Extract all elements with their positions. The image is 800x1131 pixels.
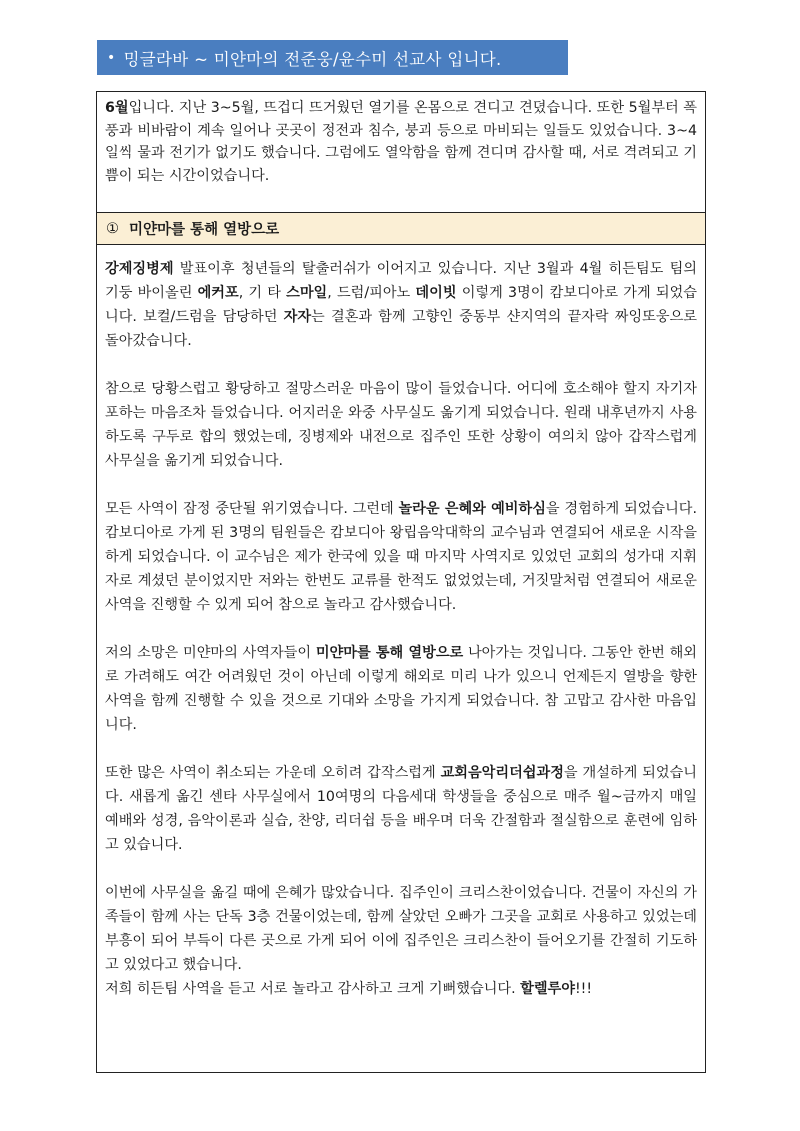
paragraph-4 xyxy=(105,641,697,737)
paragraph-6 xyxy=(105,881,697,1001)
section-title: 미얀마를 통해 열방으로 xyxy=(129,222,280,238)
body-text: 참으로 당황스럽고 황당하고 절망스러운 마음이 많이 들었습니다. 어디에 호소해야 할지 자기자포하는 마음조차 들었습니다. 어지러운 와중 사무실도 옮기게 되었습니다. 원래 내후년까지 사용하도록 구두로 합의 했었는데, 징병제와 내전으로 집주인 또한 상황이 여의치 않아 갑작스럽게 사무실을 옮기게 되었습니다. xyxy=(105,381,697,469)
bold-text: 할렐루야 xyxy=(520,981,575,997)
body-text: 모든 사역이 잠정 중단될 위기였습니다. 그런데 xyxy=(105,501,399,517)
paragraph-2 xyxy=(105,377,697,473)
body-text: 또한 많은 사역이 취소되는 가운데 오히려 갑작스럽게 xyxy=(105,765,441,781)
body-text: , 드럼/피아노 xyxy=(327,285,416,301)
body-text: 나아가는 것입니다. 그동안 한번 해외로 가려해도 여간 어려웠던 것이 아닌데 이렇게 해외로 미리 나가 있으니 언제든지 열방을 향한 사역을 함께 진행할 수 있을 것으로 기대와 소망을 가지게 되었습니다. 참 고맙고 감사한 마음입니다. xyxy=(105,645,697,733)
letter-body xyxy=(97,257,705,1001)
bold-text: 자자 xyxy=(283,309,312,325)
body-text: 이렇게 3명이 캄보디아로 가게 되었습니다. 보컬/드럼을 담당하던 xyxy=(105,285,697,325)
paragraph-5 xyxy=(105,761,697,857)
paragraph-3 xyxy=(105,497,697,617)
intro-month: 6월 xyxy=(105,100,129,116)
body-text: 저의 소망은 미얀마의 사역자들이 xyxy=(105,645,316,661)
title-banner xyxy=(97,40,568,75)
body-text: 발표이후 청년들의 탈출러쉬가 이어지고 있습니다. 지난 3월과 4월 히든팀도 팀의 기둥 바이올린 xyxy=(105,261,697,301)
body-text: 는 결혼과 함께 고향인 중동부 샨지역의 끝자락 짜잉또웅으로 돌아갔습니다. xyxy=(105,309,698,349)
paragraph-1 xyxy=(105,257,697,353)
bold-text: 스마일 xyxy=(286,285,328,301)
bold-text: 교회음악리더쉽과정 xyxy=(440,765,564,781)
body-text: , 기 타 xyxy=(238,285,287,301)
intro-paragraph xyxy=(97,92,705,212)
bold-text: 데이빗 xyxy=(415,285,457,301)
intro-text: 입니다. 지난 3~5월, 뜨겁디 뜨거웠던 열기를 온몸으로 견디고 견뎠습니다. 또한 5월부터 폭풍과 비바람이 계속 일어나 곳곳이 정전과 침수, 붕괴 등으로 마비되는 일들도 있었습니다. 3~4일씩 물과 전기가 없기도 했습니다. 그럼에도 열악함을 함께 견디며 감사할 때, 서로 격려되고 기쁨이 되는 시간이었습니다. xyxy=(105,100,697,184)
section-number-icon: ① xyxy=(106,220,119,237)
letter-frame xyxy=(96,91,706,1073)
bold-text: 미얀마를 통해 열방으로 xyxy=(315,645,464,661)
body-text: 이번에 사무실을 옮길 때에 은혜가 많았습니다. 집주인이 크리스찬이었습니다. 건물이 자신의 가족들이 함께 사는 단독 3층 건물이었는데, 함께 살았던 오빠가 그곳을 교회로 사용하고 있었는데 부흥이 되어 부득이 다른 곳으로 가게 되어 이에 집주인은 크리스찬이 들어오기를 간절히 기도하고 있었다고 했습니다. xyxy=(105,885,697,973)
section-heading xyxy=(97,212,705,245)
body-text: !!! xyxy=(574,981,593,997)
bold-text: 에커포 xyxy=(197,285,239,301)
bold-text: 강제징병제 xyxy=(105,261,174,277)
page-title: 밍글라바 ~ 미얀마의 전준웅/윤수미 선교사 입니다. xyxy=(123,49,502,69)
bullet-icon: • xyxy=(107,49,116,66)
body-text: 을 경험하게 되었습니다. 캄보디아로 가게 된 3명의 팀원들은 캄보디아 왕립음악대학의 교수님과 연결되어 새로운 시작을 하게 되었습니다. 이 교수님은 제가 한국에 있을 때 마지막 사역지로 있었던 교회의 성가대 지휘자로 계셨던 분이었지만 저와는 한번도 교류를 한적도 없었었는데, 거짓말처럼 연결되어 새로운 사역을 진행할 수 있게 되어 참으로 놀라고 감사했습니다. xyxy=(105,501,697,613)
body-text: 저희 히든팀 사역을 듣고 서로 놀라고 감사하고 크게 기뻐했습니다. xyxy=(105,981,521,997)
body-text: 을 개설하게 되었습니다. 새롭게 옮긴 센타 사무실에서 10여명의 다음세대 학생들을 중심으로 매주 월~금까지 매일 예배와 성경, 음악이론과 실습, 찬양, 리더쉽 등을 배우며 더욱 간절함과 절실함으로 훈련에 임하고 있습니다. xyxy=(105,765,697,853)
bold-text: 놀라운 은혜와 예비하심 xyxy=(398,501,546,517)
